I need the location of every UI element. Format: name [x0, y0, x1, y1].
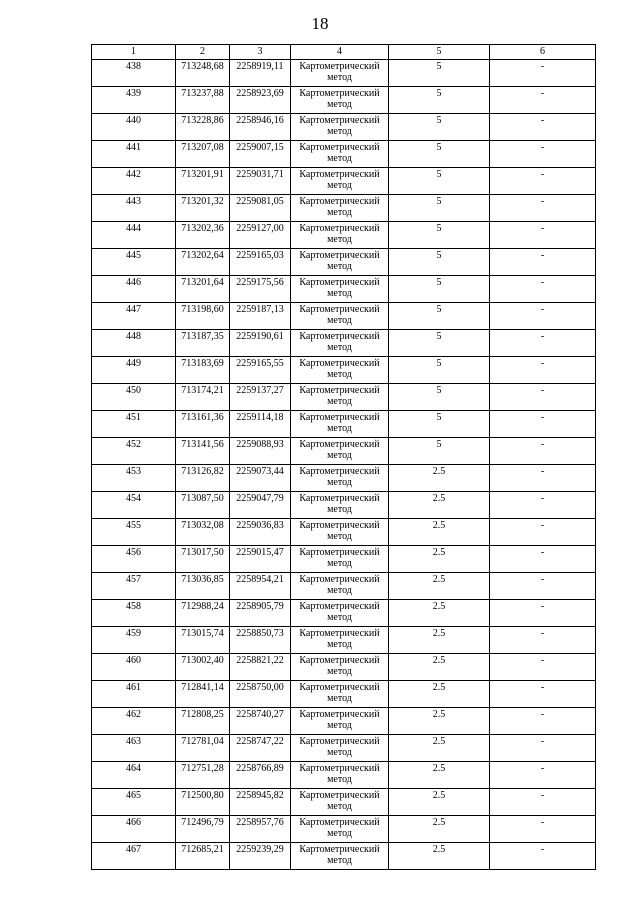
y-coordinate-cell: 2258766,89	[230, 762, 291, 789]
x-coordinate-cell: 712751,28	[176, 762, 230, 789]
point-number-cell: 451	[92, 411, 176, 438]
note-cell: -	[490, 843, 596, 870]
x-coordinate-cell: 713017,50	[176, 546, 230, 573]
accuracy-cell: 5	[389, 195, 490, 222]
accuracy-cell: 5	[389, 168, 490, 195]
table-header-row	[92, 45, 596, 60]
page-number: 18	[311, 14, 329, 33]
point-number-cell: 439	[92, 87, 176, 114]
method-cell: Картометрический метод	[291, 546, 389, 573]
y-coordinate-cell: 2259007,15	[230, 141, 291, 168]
table-row	[92, 249, 596, 276]
x-coordinate-cell: 713183,69	[176, 357, 230, 384]
table-row	[92, 627, 596, 654]
point-number-cell: 453	[92, 465, 176, 492]
note-cell: -	[490, 249, 596, 276]
accuracy-cell: 5	[389, 384, 490, 411]
y-coordinate-cell: 2259165,55	[230, 357, 291, 384]
method-cell: Картометрический метод	[291, 573, 389, 600]
accuracy-cell: 2.5	[389, 681, 490, 708]
point-number-cell: 461	[92, 681, 176, 708]
table-row	[92, 573, 596, 600]
method-cell: Картометрический метод	[291, 492, 389, 519]
point-number-cell: 459	[92, 627, 176, 654]
table-row	[92, 141, 596, 168]
y-coordinate-cell: 2259073,44	[230, 465, 291, 492]
note-cell: -	[490, 816, 596, 843]
table-row	[92, 114, 596, 141]
note-cell: -	[490, 330, 596, 357]
x-coordinate-cell: 713237,88	[176, 87, 230, 114]
note-cell: -	[490, 222, 596, 249]
table-row	[92, 654, 596, 681]
method-cell: Картометрический метод	[291, 438, 389, 465]
note-cell: -	[490, 195, 596, 222]
accuracy-cell: 2.5	[389, 600, 490, 627]
y-coordinate-cell: 2258821,22	[230, 654, 291, 681]
y-coordinate-cell: 2259015,47	[230, 546, 291, 573]
x-coordinate-cell: 713228,86	[176, 114, 230, 141]
table-row	[92, 357, 596, 384]
note-cell: -	[490, 303, 596, 330]
point-number-cell: 454	[92, 492, 176, 519]
note-cell: -	[490, 60, 596, 87]
point-number-cell: 463	[92, 735, 176, 762]
column-header-5: 5	[389, 45, 490, 60]
method-cell: Картометрический метод	[291, 681, 389, 708]
x-coordinate-cell: 713202,36	[176, 222, 230, 249]
note-cell: -	[490, 573, 596, 600]
note-cell: -	[490, 681, 596, 708]
x-coordinate-cell: 713002,40	[176, 654, 230, 681]
note-cell: -	[490, 384, 596, 411]
table-row	[92, 60, 596, 87]
table-row	[92, 519, 596, 546]
method-cell: Картометрический метод	[291, 762, 389, 789]
y-coordinate-cell: 2258750,00	[230, 681, 291, 708]
table-row	[92, 168, 596, 195]
method-cell: Картометрический метод	[291, 519, 389, 546]
point-number-cell: 460	[92, 654, 176, 681]
note-cell: -	[490, 411, 596, 438]
point-number-cell: 456	[92, 546, 176, 573]
method-cell: Картометрический метод	[291, 843, 389, 870]
x-coordinate-cell: 713201,91	[176, 168, 230, 195]
table-row	[92, 465, 596, 492]
method-cell: Картометрический метод	[291, 600, 389, 627]
method-cell: Картометрический метод	[291, 654, 389, 681]
x-coordinate-cell: 712496,79	[176, 816, 230, 843]
accuracy-cell: 2.5	[389, 762, 490, 789]
note-cell: -	[490, 168, 596, 195]
accuracy-cell: 2.5	[389, 519, 490, 546]
point-number-cell: 449	[92, 357, 176, 384]
x-coordinate-cell: 713174,21	[176, 384, 230, 411]
table-row	[92, 762, 596, 789]
point-number-cell: 465	[92, 789, 176, 816]
table-row	[92, 492, 596, 519]
accuracy-cell: 2.5	[389, 789, 490, 816]
point-number-cell: 443	[92, 195, 176, 222]
table-row	[92, 789, 596, 816]
method-cell: Картометрический метод	[291, 708, 389, 735]
method-cell: Картометрический метод	[291, 141, 389, 168]
note-cell: -	[490, 708, 596, 735]
accuracy-cell: 2.5	[389, 546, 490, 573]
accuracy-cell: 2.5	[389, 465, 490, 492]
accuracy-cell: 2.5	[389, 816, 490, 843]
table-row	[92, 546, 596, 573]
accuracy-cell: 5	[389, 114, 490, 141]
y-coordinate-cell: 2259081,05	[230, 195, 291, 222]
note-cell: -	[490, 492, 596, 519]
note-cell: -	[490, 654, 596, 681]
y-coordinate-cell: 2259031,71	[230, 168, 291, 195]
note-cell: -	[490, 789, 596, 816]
table-body	[92, 45, 596, 870]
method-cell: Картометрический метод	[291, 357, 389, 384]
x-coordinate-cell: 712841,14	[176, 681, 230, 708]
x-coordinate-cell: 712988,24	[176, 600, 230, 627]
accuracy-cell: 5	[389, 276, 490, 303]
point-number-cell: 441	[92, 141, 176, 168]
x-coordinate-cell: 713161,36	[176, 411, 230, 438]
x-coordinate-cell: 713201,64	[176, 276, 230, 303]
table-row	[92, 87, 596, 114]
y-coordinate-cell: 2259047,79	[230, 492, 291, 519]
y-coordinate-cell: 2258954,21	[230, 573, 291, 600]
note-cell: -	[490, 141, 596, 168]
table-row	[92, 681, 596, 708]
y-coordinate-cell: 2259036,83	[230, 519, 291, 546]
x-coordinate-cell: 713087,50	[176, 492, 230, 519]
y-coordinate-cell: 2258905,79	[230, 600, 291, 627]
point-number-cell: 457	[92, 573, 176, 600]
accuracy-cell: 5	[389, 303, 490, 330]
point-number-cell: 447	[92, 303, 176, 330]
table-row	[92, 195, 596, 222]
x-coordinate-cell: 713201,32	[176, 195, 230, 222]
x-coordinate-cell: 713187,35	[176, 330, 230, 357]
y-coordinate-cell: 2259165,03	[230, 249, 291, 276]
y-coordinate-cell: 2259137,27	[230, 384, 291, 411]
table-row	[92, 384, 596, 411]
column-header-1: 1	[92, 45, 176, 60]
y-coordinate-cell: 2259088,93	[230, 438, 291, 465]
note-cell: -	[490, 735, 596, 762]
accuracy-cell: 5	[389, 438, 490, 465]
note-cell: -	[490, 276, 596, 303]
method-cell: Картометрический метод	[291, 816, 389, 843]
y-coordinate-cell: 2259239,29	[230, 843, 291, 870]
table-row	[92, 330, 596, 357]
y-coordinate-cell: 2258945,82	[230, 789, 291, 816]
note-cell: -	[490, 357, 596, 384]
y-coordinate-cell: 2259190,61	[230, 330, 291, 357]
note-cell: -	[490, 87, 596, 114]
column-header-4: 4	[291, 45, 389, 60]
y-coordinate-cell: 2259187,13	[230, 303, 291, 330]
x-coordinate-cell: 712500,80	[176, 789, 230, 816]
point-number-cell: 450	[92, 384, 176, 411]
method-cell: Картометрический метод	[291, 114, 389, 141]
note-cell: -	[490, 627, 596, 654]
x-coordinate-cell: 712685,21	[176, 843, 230, 870]
point-number-cell: 458	[92, 600, 176, 627]
point-number-cell: 466	[92, 816, 176, 843]
point-number-cell: 445	[92, 249, 176, 276]
method-cell: Картометрический метод	[291, 411, 389, 438]
column-header-2: 2	[176, 45, 230, 60]
y-coordinate-cell: 2258919,11	[230, 60, 291, 87]
y-coordinate-cell: 2258946,16	[230, 114, 291, 141]
accuracy-cell: 2.5	[389, 654, 490, 681]
table-row	[92, 708, 596, 735]
x-coordinate-cell: 713198,60	[176, 303, 230, 330]
note-cell: -	[490, 600, 596, 627]
point-number-cell: 446	[92, 276, 176, 303]
x-coordinate-cell: 712808,25	[176, 708, 230, 735]
x-coordinate-cell: 713141,56	[176, 438, 230, 465]
method-cell: Картометрический метод	[291, 87, 389, 114]
table-row	[92, 411, 596, 438]
coordinates-table	[91, 44, 596, 870]
method-cell: Картометрический метод	[291, 735, 389, 762]
point-number-cell: 448	[92, 330, 176, 357]
method-cell: Картометрический метод	[291, 60, 389, 87]
accuracy-cell: 2.5	[389, 573, 490, 600]
accuracy-cell: 2.5	[389, 708, 490, 735]
method-cell: Картометрический метод	[291, 276, 389, 303]
point-number-cell: 455	[92, 519, 176, 546]
table-row	[92, 303, 596, 330]
method-cell: Картометрический метод	[291, 465, 389, 492]
table-row	[92, 735, 596, 762]
y-coordinate-cell: 2258850,73	[230, 627, 291, 654]
y-coordinate-cell: 2259175,56	[230, 276, 291, 303]
table-row	[92, 816, 596, 843]
method-cell: Картометрический метод	[291, 384, 389, 411]
method-cell: Картометрический метод	[291, 168, 389, 195]
point-number-cell: 462	[92, 708, 176, 735]
x-coordinate-cell: 712781,04	[176, 735, 230, 762]
accuracy-cell: 2.5	[389, 843, 490, 870]
y-coordinate-cell: 2258740,27	[230, 708, 291, 735]
y-coordinate-cell: 2259127,00	[230, 222, 291, 249]
accuracy-cell: 5	[389, 330, 490, 357]
method-cell: Картометрический метод	[291, 222, 389, 249]
table-row	[92, 276, 596, 303]
note-cell: -	[490, 519, 596, 546]
accuracy-cell: 2.5	[389, 735, 490, 762]
method-cell: Картометрический метод	[291, 303, 389, 330]
x-coordinate-cell: 713036,85	[176, 573, 230, 600]
table-row	[92, 222, 596, 249]
point-number-cell: 452	[92, 438, 176, 465]
point-number-cell: 444	[92, 222, 176, 249]
y-coordinate-cell: 2258923,69	[230, 87, 291, 114]
accuracy-cell: 2.5	[389, 627, 490, 654]
accuracy-cell: 5	[389, 222, 490, 249]
x-coordinate-cell: 713015,74	[176, 627, 230, 654]
accuracy-cell: 5	[389, 141, 490, 168]
y-coordinate-cell: 2258957,76	[230, 816, 291, 843]
note-cell: -	[490, 465, 596, 492]
x-coordinate-cell: 713032,08	[176, 519, 230, 546]
accuracy-cell: 5	[389, 87, 490, 114]
point-number-cell: 467	[92, 843, 176, 870]
table-row	[92, 438, 596, 465]
note-cell: -	[490, 438, 596, 465]
note-cell: -	[490, 546, 596, 573]
accuracy-cell: 5	[389, 249, 490, 276]
y-coordinate-cell: 2259114,18	[230, 411, 291, 438]
accuracy-cell: 2.5	[389, 492, 490, 519]
accuracy-cell: 5	[389, 60, 490, 87]
x-coordinate-cell: 713126,82	[176, 465, 230, 492]
point-number-cell: 442	[92, 168, 176, 195]
point-number-cell: 440	[92, 114, 176, 141]
method-cell: Картометрический метод	[291, 789, 389, 816]
method-cell: Картометрический метод	[291, 195, 389, 222]
x-coordinate-cell: 713248,68	[176, 60, 230, 87]
y-coordinate-cell: 2258747,22	[230, 735, 291, 762]
column-header-3: 3	[230, 45, 291, 60]
point-number-cell: 438	[92, 60, 176, 87]
method-cell: Картометрический метод	[291, 627, 389, 654]
note-cell: -	[490, 114, 596, 141]
x-coordinate-cell: 713207,08	[176, 141, 230, 168]
method-cell: Картометрический метод	[291, 330, 389, 357]
column-header-6: 6	[490, 45, 596, 60]
table-row	[92, 843, 596, 870]
point-number-cell: 464	[92, 762, 176, 789]
accuracy-cell: 5	[389, 357, 490, 384]
method-cell: Картометрический метод	[291, 249, 389, 276]
accuracy-cell: 5	[389, 411, 490, 438]
note-cell: -	[490, 762, 596, 789]
table-row	[92, 600, 596, 627]
x-coordinate-cell: 713202,64	[176, 249, 230, 276]
